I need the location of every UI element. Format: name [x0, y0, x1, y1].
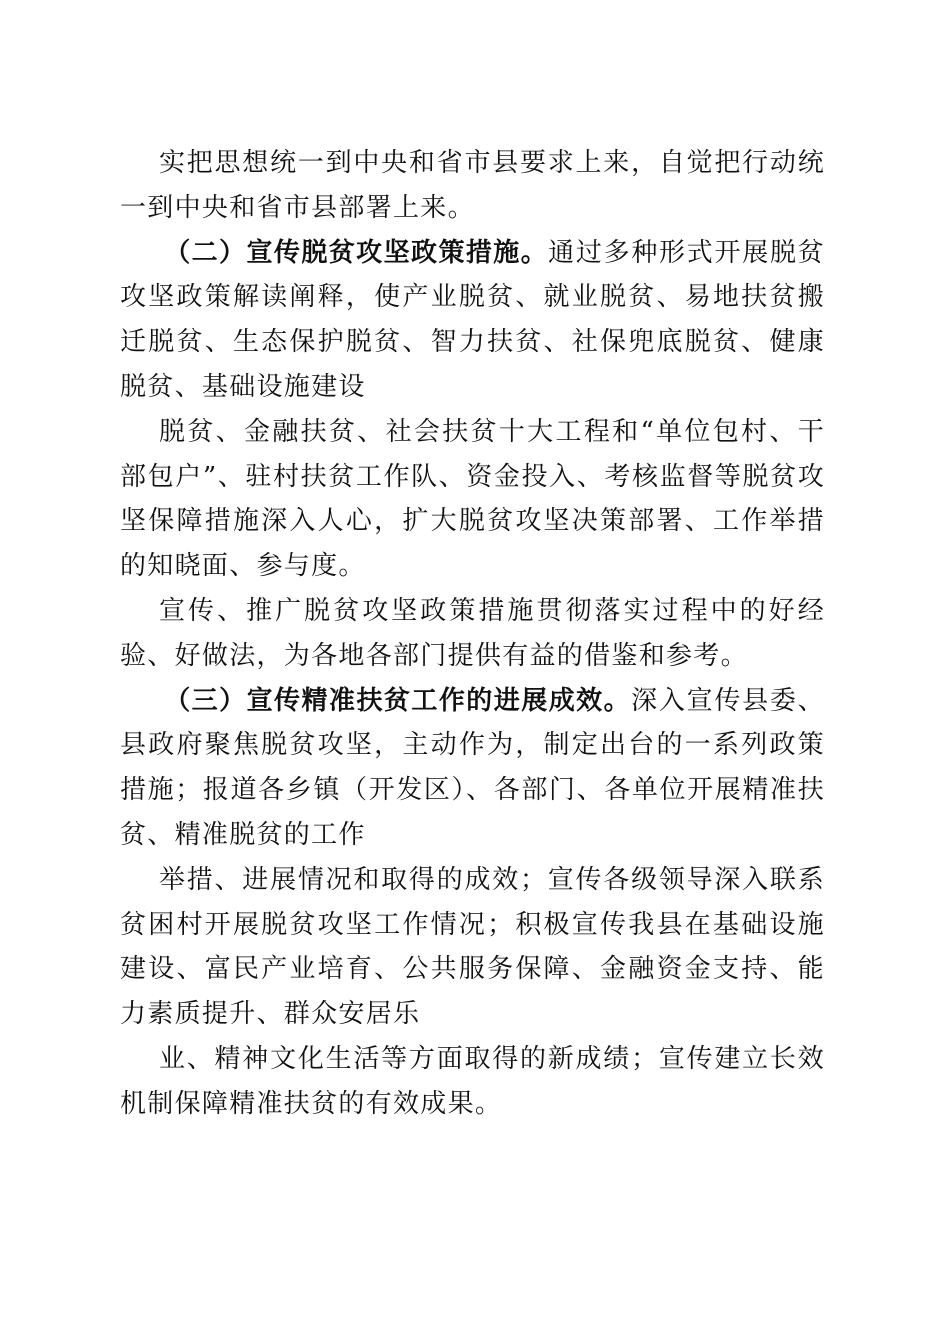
paragraph-2	[120, 231, 825, 410]
paragraph-7	[120, 1037, 825, 1127]
paragraph-5	[120, 679, 825, 858]
paragraph-5-text: 深入宣传县委、县政府聚焦脱贫攻坚，主动作为，制定出台的一系列政策措施；报道各乡镇（开发区）、各部门、各单位开展精准扶贫、精准脱贫的工作	[120, 685, 825, 850]
paragraph-7-text: 业、精神文化生活等方面取得的新成绩；宣传建立长效机制保障精准扶贫的有效成果。	[120, 1043, 825, 1119]
paragraph-1-text: 实把思想统一到中央和省市县要求上来，自觉把行动统一到中央和省市县部署上来。	[120, 148, 825, 223]
document-page	[120, 141, 825, 1127]
section-heading-3: （三）宣传精准扶贫工作的进展成效。	[164, 685, 632, 716]
paragraph-4-text: 宣传、推广脱贫攻坚政策措施贯彻落实过程中的好经验、好做法，为各地各部门提供有益的借鉴和参考。	[120, 595, 825, 671]
paragraph-6-text: 举措、进展情况和取得的成效；宣传各级领导深入联系贫困村开展脱贫攻坚工作情况；积极宣传我县在基础设施建设、富民产业培育、公共服务保障、金融资金支持、能力素质提升、群众安居乐	[120, 864, 825, 1030]
paragraph-2-text: 通过多种形式开展脱贫攻坚政策解读阐释，使产业脱贫、就业脱贫、易地扶贫搬迁脱贫、生态保护脱贫、智力扶贫、社保兜底脱贫、健康脱贫、基础设施建设	[120, 237, 825, 402]
paragraph-3	[120, 410, 825, 589]
paragraph-3-text: 脱贫、金融扶贫、社会扶贫十大工程和“单位包村、干部包户”、驻村扶贫工作队、资金投入、考核监督等脱贫攻坚保障措施深入人心，扩大脱贫攻坚决策部署、工作举措的知晓面、参与度。	[120, 416, 825, 582]
paragraph-4	[120, 589, 825, 679]
paragraph-1	[120, 141, 825, 231]
section-heading-2: （二）宣传脱贫攻坚政策措施。	[164, 237, 549, 268]
paragraph-6	[120, 858, 825, 1037]
